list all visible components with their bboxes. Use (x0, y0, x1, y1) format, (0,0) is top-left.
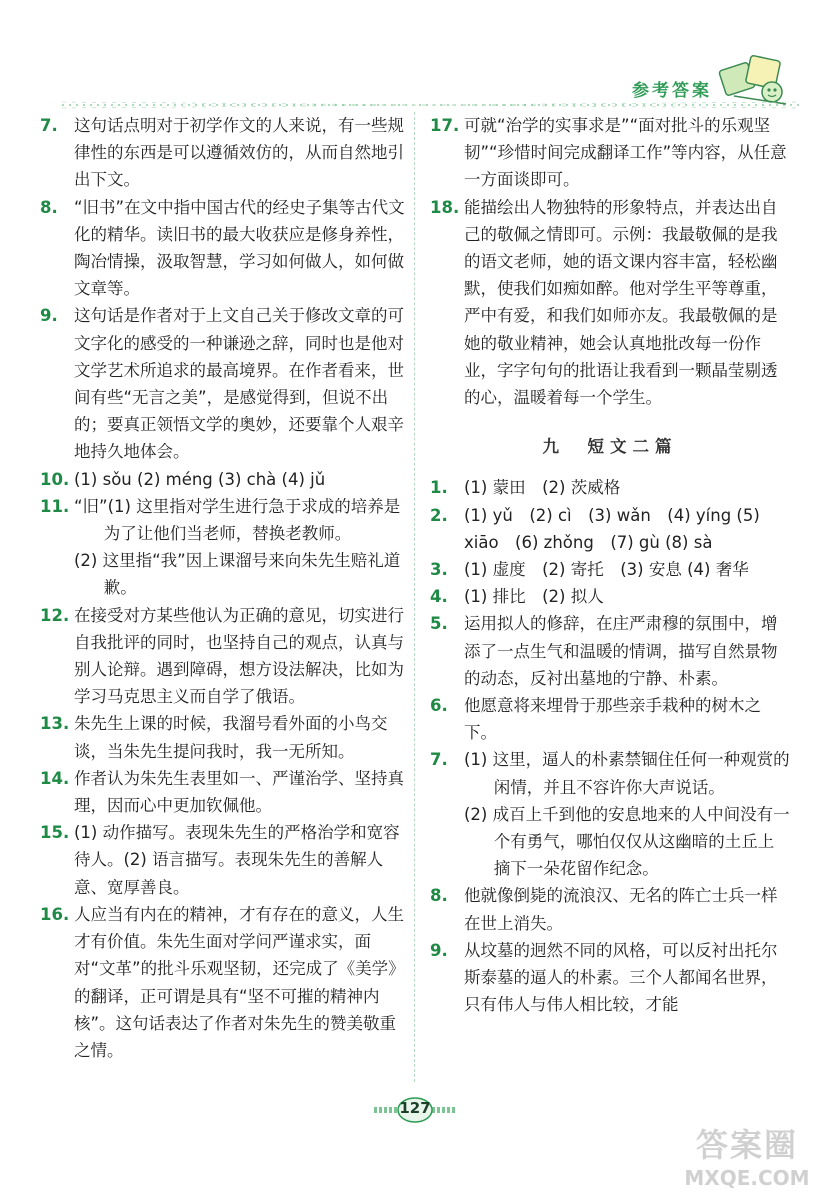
answer-item: 10. (1) sǒu (2) méng (3) chà (4) jǔ (40, 469, 326, 489)
right-column (430, 112, 790, 1019)
watermark (682, 1120, 812, 1190)
answer-item: 16. 人应当有内在的精神，才有存在的意义，人生才有价值。朱先生面对学问严谨求实，面对“文革”的批斗乐观坚韧，还完成了《美学》的翻译，正可谓是具有“坚不可摧的精神内核”。这句话表达了作者对朱先生的赞美敬重之情。 (40, 904, 405, 1060)
answer-item: 12. 在接受对方某些他认为正确的意见，切实进行自我批评的同时，也坚持自己的观点，认真与别人论辩。遇到障碍，想方设法解决，比如为学习马克思主义而自学了俄语。 (40, 605, 404, 707)
answer-item: 1. (1) 蒙田 (2) 茨威格 (430, 478, 621, 498)
watermark-url: MXQE.COM (684, 1166, 810, 1190)
answer-item: 8. 他就像倒毙的流浪汉、无名的阵亡士兵一样在世上消失。 (430, 886, 778, 933)
answer-item: 9. 从坟墓的迥然不同的风格，可以反衬出托尔斯泰墓的逼人的朴素。三个人都闻名世界，只有伟人与伟人相比较，才能 (430, 940, 778, 1015)
answer-item: 18. 能描绘出人物独特的形象特点，并表达出自己的敬佩之情即可。示例：我最敬佩的是我的语文老师，她的语文课内容丰富，轻松幽默，使我们如痴如醉。他对学生平等尊重，严中有爱，和我们如师亦友。我最敬佩的是她的敬业精神，她会认真地批改每一份作业，字字句句的批语让我看到一颗晶莹剔透的心，温暖着每一个学生。 (430, 197, 778, 408)
answer-item: 13. 朱先生上课的时候，我溜号看外面的小鸟交谈，当朱先生提问我时，我一无所知。 (40, 714, 388, 761)
answer-item: 7. (1) 这里，逼人的朴素禁锢住任何一种观赏的闲情，并且不容许你大声说话。 (2) 成百上千到他的安息地来的人中间没有一个有勇气，哪怕仅仅从这幽暗的土丘上摘下一朵花留作纪念。 (430, 750, 790, 879)
section-title: 九 短文二篇 (542, 437, 678, 457)
column-divider (414, 112, 415, 1082)
watermark-title: 答案圈 (695, 1126, 798, 1164)
header-title: 参考答案 (632, 81, 712, 101)
answer-item: 15. (1) 动作描写。表现朱先生的严格治学和宽容待人。(2) 语言描写。表现朱先生的善解人意、宽厚善良。 (40, 823, 400, 897)
answer-item: 3. (1) 虚度 (2) 寄托 (3) 安息 (4) 奢华 (430, 560, 749, 580)
answer-item: 2. (1) yǔ (2) cì (3) wǎn (4) yíng (5) xiāo (6) zhǒng (7) gù (8) sà (430, 505, 760, 552)
answer-item: 7. 这句话点明对于初学作文的人来说，有一些规律性的东西是可以遵循效仿的，从而自然地引出下文。 (40, 116, 404, 190)
page-header (62, 70, 800, 110)
answer-item: 14. 作者认为朱先生表里如一、严谨治学、坚持真理，因而心中更加钦佩他。 (40, 768, 404, 816)
answer-item: 8. “旧书”在文中指中国古代的经史子集等古代文化的精华。读旧书的最大收获应是修身养性，陶冶情操，汲取智慧，学习如何做人，如何做文章等。 (40, 197, 405, 299)
page-number: 127 (399, 1099, 431, 1117)
answer-item: 4. (1) 排比 (2) 拟人 (430, 587, 604, 607)
answer-item: 11. “旧”(1) 这里指对学生进行急于求成的培养是为了让他们当老师，替换老教师。 (2) 这里指“我”因上课溜号来向朱先生赔礼道歉。 (40, 496, 401, 598)
page-number-badge (372, 1096, 458, 1124)
answer-item: 6. 他愿意将来埋骨于那些亲手栽种的树木之下。 (430, 696, 761, 743)
answer-item: 9. 这句话是作者对于上文自己关于修改文章的可文字化的感受的一种谦逊之辞，同时也是他对文学艺术所追求的最高境界。在作者看来，世间有些“无言之美”，是感觉得到，但说不出的；要真正领悟文学的奥妙，还要靠个人艰辛地持久地体会。 (40, 306, 404, 462)
answer-item: 5. 运用拟人的修辞，在庄严肃穆的氛围中，增添了一点生气和温暖的情调，描写自然景物的动态，反衬出墓地的宁静、朴素。 (430, 614, 778, 688)
header-divider-rule (62, 100, 800, 110)
answer-item: 17. 可就“治学的实事求是”“面对批斗的乐观坚韧”“珍惜时间完成翻译工作”等内容，从任意一方面谈即可。 (430, 116, 787, 190)
left-column (40, 112, 410, 1064)
